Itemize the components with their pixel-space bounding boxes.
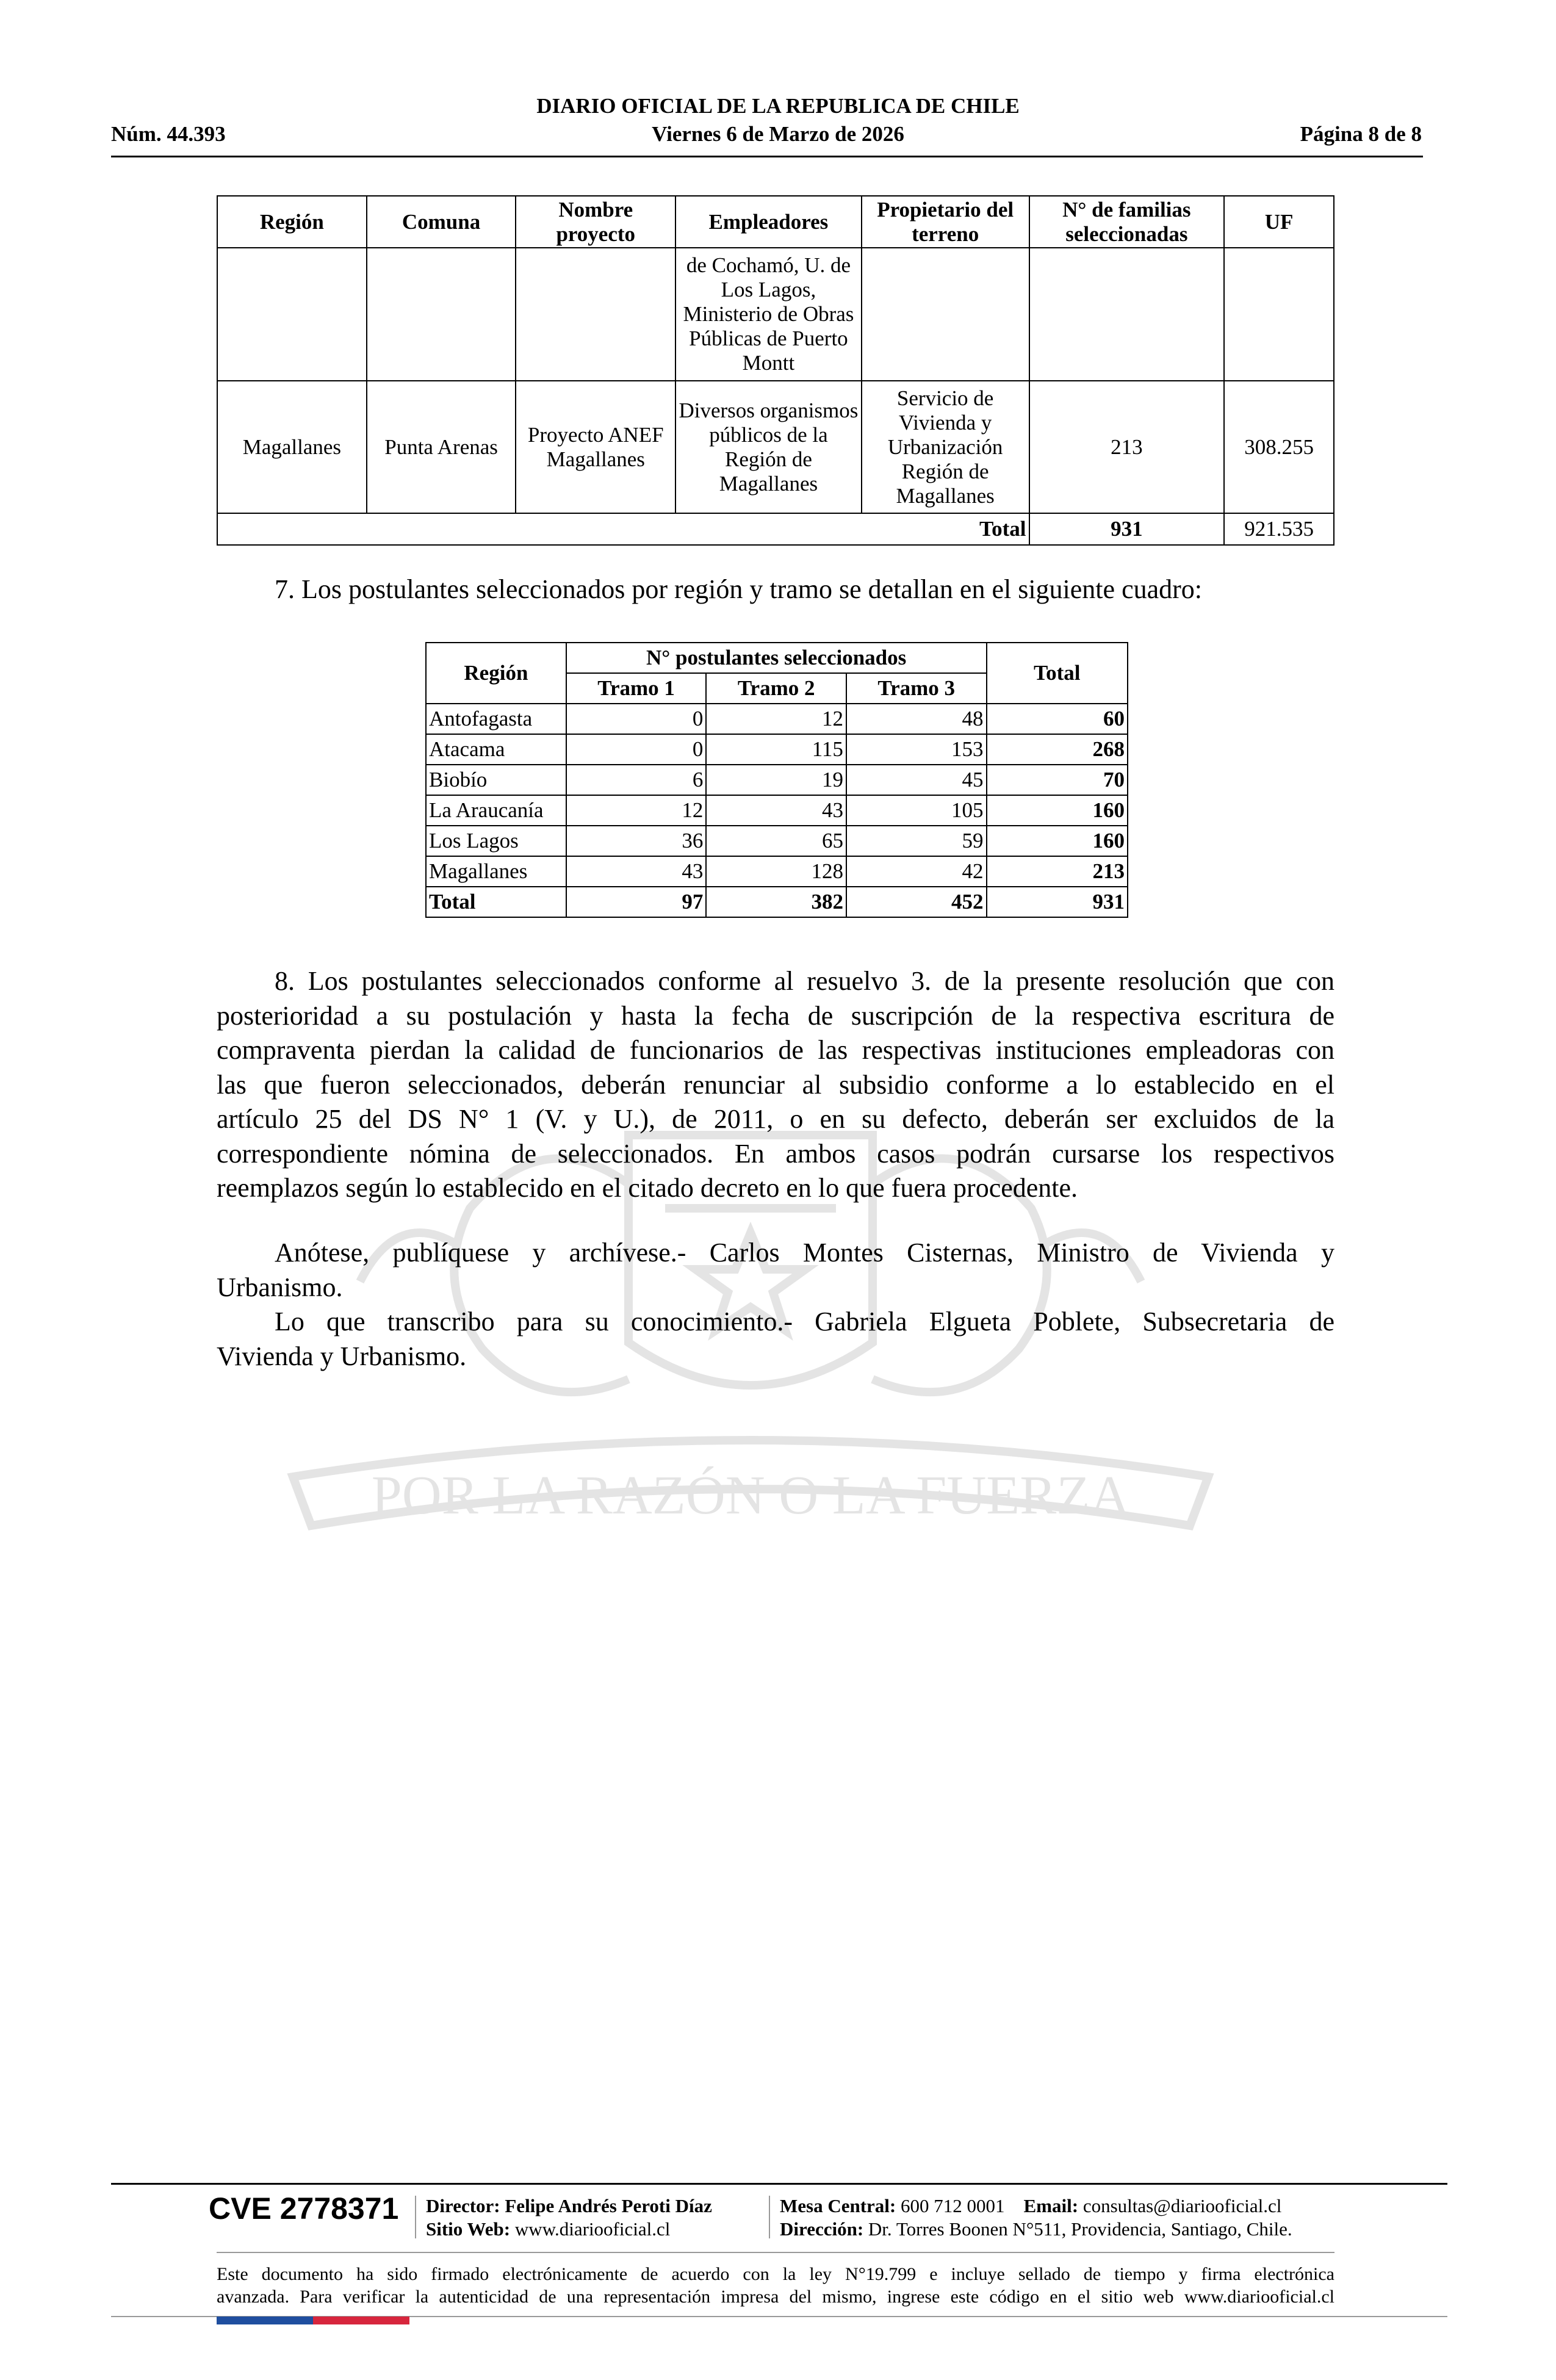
col-region: Región — [426, 643, 566, 704]
col-proyecto: Nombre proyecto — [516, 196, 675, 248]
table-row: Magallanes 43 128 42 213 — [426, 856, 1128, 887]
table-row — [217, 381, 1334, 513]
table-header-row — [217, 196, 1334, 248]
footer-contact-block: Mesa Central: 600 712 0001 Email: consultas@diariooficial.cl Dirección: Dr. Torres Boonen N°511, Providencia, Santiago, Chile. — [780, 2195, 1292, 2240]
col-group-postulantes: N° postulantes seleccionados — [566, 643, 987, 673]
col-region: Región — [217, 196, 367, 248]
footer-separator — [415, 2196, 416, 2238]
cell-comuna: Punta Arenas — [367, 381, 516, 513]
cell-uf: 308.255 — [1224, 381, 1334, 513]
total-row: Total 97 382 452 931 — [426, 887, 1128, 917]
projects-table — [217, 195, 1334, 546]
total-familias: 931 — [1029, 513, 1225, 545]
paragraph-8: 8. Los postulantes seleccionados conforme al resuelvo 3. de la presente resolución que con posterioridad a su postulación y hasta la fecha de suscripción de la respectiva escritura de compraventa pierdan la calidad de funcionarios de las respectivas instituciones empleadoras con las que fueron seleccionados, deberán renunciar al subsidio conforme a lo establecido en el artículo 25 del DS N° 1 (V. y U.), de 2011, o en su defecto, deberán ser excluidos de la correspondiente nómina de seleccionados. En ambos casos podrán cursarse los respectivos reemplazos según lo establecido en el citado decreto en lo que fuera procedente. — [217, 966, 1334, 1203]
cell-familias: 213 — [1029, 381, 1225, 513]
table2-header-row — [426, 643, 1128, 673]
cell-proyecto: Proyecto ANEF Magallanes — [516, 381, 675, 513]
issue-date: Viernes 6 de Marzo de 2026 — [652, 122, 904, 146]
col-tramo-1: Tramo 1 — [566, 673, 707, 704]
page-number: Página 8 de 8 — [1300, 122, 1422, 146]
table-row: Biobío 6 19 45 70 — [426, 765, 1128, 795]
cell-propietario: Servicio de Vivienda y Urbanización Región de Magallanes — [862, 381, 1029, 513]
continuation-employer: de Cochamó, U. de Los Lagos, Ministerio de Obras Públicas de Puerto Montt — [675, 248, 862, 381]
legal-notice: Este documento ha sido firmado electrónicamente de acuerdo con la ley N°19.799 e incluye sellado de tiempo y firma electrónica avanzada. Para verificar la autenticidad de una representación impresa del mismo, ingrese este código en el sitio web www.diariooficial.cl — [217, 2264, 1334, 2307]
flag-stripe-blue — [217, 2317, 313, 2324]
col-empleadores: Empleadores — [675, 196, 862, 248]
gazette-title: DIARIO OFICIAL DE LA REPUBLICA DE CHILE — [536, 94, 1020, 118]
table-row: Atacama 0 115 153 268 — [426, 734, 1128, 765]
applicants-table — [425, 642, 1128, 918]
flag-stripe-red — [313, 2317, 409, 2324]
total-label: Total — [217, 513, 1029, 545]
phone-number: 600 712 0001 — [901, 2195, 1005, 2216]
footer-rule — [111, 2183, 1447, 2185]
paragraph-7: 7. Los postulantes seleccionados por región y tramo se detallan en el siguiente cuadro: — [275, 574, 1202, 604]
total-row — [217, 513, 1334, 545]
header-rule — [111, 156, 1423, 157]
motto-text: POR LA RAZÓN O LA FUERZA — [371, 1465, 1130, 1526]
cell-empleadores: Diversos organismos públicos de la Región de Magallanes — [675, 381, 862, 513]
table-row: La Araucanía 12 43 105 160 — [426, 795, 1128, 826]
col-propietario: Propietario del terreno — [862, 196, 1029, 248]
footer-director-block: Director: Felipe Andrés Peroti Díaz Sitio Web: www.diariooficial.cl — [426, 2195, 712, 2240]
table-row: Antofagasta 0 12 48 60 — [426, 704, 1128, 734]
col-tramo-2: Tramo 2 — [706, 673, 846, 704]
table-row: Los Lagos 36 65 59 160 — [426, 826, 1128, 856]
footer-separator — [769, 2196, 770, 2238]
address: Dr. Torres Boonen N°511, Providencia, Santiago, Chile. — [868, 2218, 1292, 2240]
director-name: Felipe Andrés Peroti Díaz — [505, 2195, 712, 2216]
col-total: Total — [987, 643, 1128, 704]
closing-block: Anótese, publíquese y archívese.- Carlos Montes Cisternas, Ministro de Vivienda y Urbanismo. Lo que transcribo para su conocimiento.- Gabriela Elgueta Poblete, Subsecretaria de Vivienda y Urbanismo. — [217, 1238, 1334, 1371]
footer-inner-rule — [217, 2252, 1334, 2253]
col-uf: UF — [1224, 196, 1334, 248]
col-comuna: Comuna — [367, 196, 516, 248]
col-tramo-3: Tramo 3 — [846, 673, 987, 704]
issue-number: Núm. 44.393 — [111, 122, 226, 146]
email-link[interactable]: consultas@diariooficial.cl — [1082, 2195, 1282, 2216]
col-familias: N° de familias seleccionadas — [1029, 196, 1225, 248]
cve-code: CVE 2778371 — [209, 2191, 399, 2226]
website-link[interactable]: www.diariooficial.cl — [514, 2218, 671, 2240]
cell-region: Magallanes — [217, 381, 367, 513]
table-row — [217, 248, 1334, 381]
total-uf: 921.535 — [1224, 513, 1334, 545]
